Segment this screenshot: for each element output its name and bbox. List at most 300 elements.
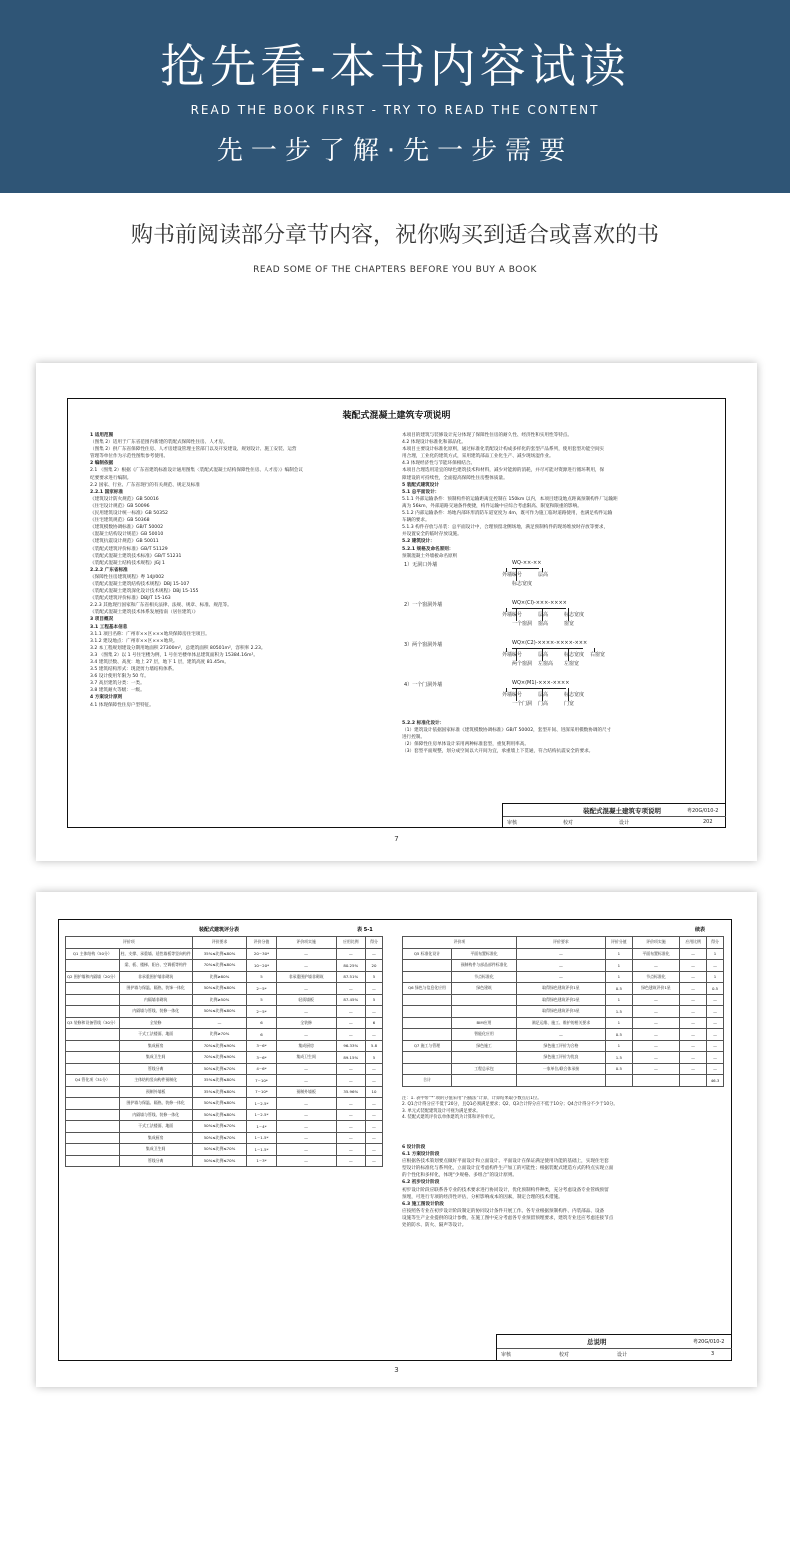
table-cell: 50%≤比例≤70% — [192, 1063, 247, 1075]
page2-table-no: 表 5-1 — [357, 927, 373, 933]
diagram-part-label: 层高 — [538, 611, 549, 618]
table-cell — [66, 1121, 120, 1133]
page2-role-check: 校对 — [559, 1352, 570, 1358]
page2-table-title: 装配式建筑评分表 — [199, 927, 240, 933]
table-cell — [403, 1006, 452, 1018]
page1-left-line: 3.5 建筑结构形式：现浇剪力墙结构体系。 — [90, 667, 177, 673]
diagram-leader — [568, 648, 569, 661]
table-cell: 35.96% — [336, 1086, 365, 1098]
page1-left-line: 《装配式混凝土建筑技术标准》GB/T 51231 — [90, 553, 182, 559]
table-cell: 预制外墙板 — [276, 1086, 336, 1098]
table-header-cell: 评价项 — [403, 937, 517, 949]
table-cell: — — [365, 1029, 382, 1041]
diagram-leader — [568, 688, 569, 701]
table-cell: 全装修 — [276, 1017, 336, 1029]
table-cell: — — [680, 1006, 707, 1018]
table-cell: 满足运维、施工、维护的相关要求 — [517, 1017, 606, 1029]
header-banner — [0, 0, 790, 193]
table-cell: — — [336, 1132, 365, 1144]
table-cell: 87.51% — [336, 971, 365, 983]
table-cell: 0.5 — [707, 983, 724, 995]
diagram-part-label: 外墙编号 — [502, 571, 523, 578]
page1-left-line: 3.4 建筑层数、高度：地上 27 层，地下 1 层，建筑高度 81.45m。 — [90, 660, 229, 665]
table-cell: 节点标准化 — [452, 971, 517, 983]
table-cell: 50%≤比例≤70% — [192, 1132, 247, 1144]
table-cell: 1.5 — [605, 1052, 632, 1064]
table-header-cell: 得分 — [707, 937, 724, 949]
table-cell: — — [707, 960, 724, 972]
table-cell: 0.5 — [605, 1029, 632, 1041]
diagram-label: 3）两个窗洞外墙 — [404, 641, 443, 648]
table-cell: 1 — [605, 1017, 632, 1029]
table-cell: 6 — [365, 1017, 382, 1029]
table-cell: — — [680, 1029, 707, 1041]
diagram-leader — [516, 568, 517, 581]
table-cell: 围护墙与保温、隔热、装修一体化 — [119, 1098, 192, 1110]
page1-left-line: 《装配式混凝土建筑深化设计技术规程》DBJ 15-155 — [90, 589, 199, 595]
table-cell: — — [365, 1121, 382, 1133]
table-cell: 6 — [247, 1017, 276, 1029]
table-row — [66, 1052, 383, 1064]
table-cell — [66, 1132, 120, 1144]
diagram-label: 2）一个窗洞外墙 — [404, 601, 443, 608]
table-cell: 46.3 — [707, 1075, 724, 1087]
page1-right-line: 5.2 建筑设计： — [402, 539, 435, 545]
page1-left-line: 2.1 （图集 2）根据《广东省建筑标准设计通用图集〈装配式混凝土结构保障性住房、人才房〉》编制会议 — [90, 468, 303, 474]
table-cell: 一家单位/联合体承接 — [517, 1063, 606, 1075]
page2-titleblock-name: 总说明 — [587, 1338, 607, 1346]
table-cell: — — [276, 1132, 336, 1144]
page1-left-line: 《装配式建筑评价标准》DBJ/T 15-163 — [90, 596, 171, 602]
diagram-part-label: 两个窗洞 — [512, 660, 533, 667]
table-cell: — — [632, 1063, 679, 1075]
table-cell: 全装修 — [119, 1017, 192, 1029]
table-cell: 工程总承包 — [452, 1063, 517, 1075]
table-cell: 平面布置标准化 — [632, 948, 679, 960]
table-cell: 10~20* — [247, 960, 276, 972]
table-cell: 50%≤比例≤70% — [192, 1155, 247, 1167]
diagram-leader — [506, 648, 507, 652]
table-cell: — — [680, 948, 707, 960]
page2-page-number: 3 — [394, 1366, 399, 1374]
page1-drawing-frame — [67, 398, 726, 828]
page1-right-line: 5.1.3 构件存放与吊装：总平面设计中，合理预留北侧场地，满足预制构件的现场堆放时存放等要求， — [402, 525, 609, 531]
table-row — [403, 1075, 724, 1087]
diagram-label: 4）一个门洞外墙 — [404, 681, 443, 688]
diagram-part-label: 层高 — [538, 571, 549, 578]
page2-notes — [402, 1096, 724, 1122]
page1-left-line: （图集 2）供广东省保障性住房、人才房建设管理主管部门以及开发建设、规划设计、施工安装、运营 — [90, 447, 297, 453]
page1-right-line: 4.3 体现经济性与节能环保相结合。 — [402, 461, 476, 467]
page1-left-line: 4 方案设计原则 — [90, 695, 123, 701]
table-cell: — — [680, 971, 707, 983]
table-header-cell: 评价要求 — [192, 937, 247, 949]
table-cell: — — [707, 1063, 724, 1075]
diagram-code: WQ×(M1)-×××-×××× — [512, 679, 570, 686]
table-cell: Q2 围护墙和内隔墙（20分） — [66, 971, 120, 983]
page1-left-line: 《装配式建筑评价标准》GB/T 51129 — [90, 546, 168, 552]
table-header-cell: 评价要求 — [517, 937, 606, 949]
page1-left-line: 《装配式混凝土建筑技术体系发展指南（居住建筑）》 — [90, 610, 198, 616]
table-cell: — — [632, 1040, 679, 1052]
table-cell — [66, 1109, 120, 1121]
table-cell: 绿色建筑 — [452, 983, 517, 995]
page2-continued: 续表 — [695, 927, 706, 933]
table-cell: — — [365, 983, 382, 995]
table-header-cell: 应用比例 — [680, 937, 707, 949]
table-cell: 集成卫生间 — [119, 1144, 192, 1156]
table-header-cell: 应用比例 — [336, 937, 365, 949]
table-cell: 1~3* — [247, 1155, 276, 1167]
table-cell — [66, 1006, 120, 1018]
table-cell: 1 — [605, 971, 632, 983]
table-cell: 50%≤比例≤80% — [192, 1098, 247, 1110]
table-cell: — — [680, 1052, 707, 1064]
page2-text-line: 预埋，可进行专项的经济性评估，分析影响成本的因素，制定合理的技术措施。 — [402, 1194, 563, 1200]
table-cell: 80.25% — [336, 960, 365, 972]
table-cell: 20~30* — [247, 948, 276, 960]
wall-naming-diagram — [402, 560, 720, 600]
table-cell: 管线分离 — [119, 1063, 192, 1075]
page1-right-line: 并设置安全的临时存放设施。 — [402, 532, 462, 538]
table-cell: 70%≤比例≤90% — [192, 1052, 247, 1064]
page1-left-line: 《住宅设计规范》GB 50096 — [90, 503, 150, 509]
table-cell: — — [276, 1098, 336, 1110]
table-cell: 50%≤比例≤80% — [192, 983, 247, 995]
page2-text-line: 型设计的标准化与系列化，立面设计宜考虑构件生产加工的可能性；根据装配式建造方式的特点实现立面 — [402, 1166, 614, 1172]
diagram-part-label: 门高 — [538, 700, 549, 707]
table-row — [66, 1098, 383, 1110]
diagram-leader — [516, 648, 517, 661]
page1-titleblock-name: 装配式混凝土建筑专项说明 — [583, 807, 661, 815]
wall-naming-diagram — [402, 600, 720, 640]
page2-drawing-frame — [58, 919, 732, 1361]
table-cell: 50%≤比例≤70% — [192, 1121, 247, 1133]
preview-page-2 — [36, 892, 757, 1387]
page1-left-line: 《保障性住房建筑规程》粤 14J/002 — [90, 574, 165, 580]
table-row — [403, 994, 724, 1006]
table-cell: 内隔墙非砌筑 — [119, 994, 192, 1006]
diagram-code: WQ-××-×× — [512, 559, 542, 566]
page1-right-line: 预制混凝土外墙板命名原则 — [402, 553, 458, 559]
page1-left-line: 《建筑模数协调标准》GB/T 50002 — [90, 525, 164, 531]
table-cell: — — [707, 1006, 724, 1018]
diagram-leader — [506, 688, 507, 692]
table-cell: — — [336, 1109, 365, 1121]
diagram-part-label: 外墙编号 — [502, 651, 523, 658]
table-cell: — — [680, 960, 707, 972]
table-cell: 1 — [605, 948, 632, 960]
page1-left-line: 《装配式混凝土建筑结构技术规程》DBJ 15-107 — [90, 581, 190, 587]
page1-left-line: 《住宅建筑规范》GB 50368 — [90, 518, 150, 524]
table-cell: — — [276, 1121, 336, 1133]
banner-slogan: 先一步了解·先一步需要 — [216, 136, 574, 166]
table-cell — [66, 1098, 120, 1110]
table-cell: — — [517, 960, 606, 972]
page1-right-line: 5.1 总平面设计： — [402, 489, 440, 495]
diagram-leader — [516, 608, 517, 621]
page1-left-line: 3.3 （图集 2）以 1 号住宅楼为例，1 号住宅楼单体总建筑面积为 15384.16m²。 — [90, 652, 258, 658]
table-cell — [66, 1063, 120, 1075]
diagram-leader — [542, 648, 543, 661]
table-cell: 89.15% — [336, 1052, 365, 1064]
page1-left-line: 《混凝土结构设计规范》GB 50010 — [90, 532, 164, 538]
diagram-underline — [512, 608, 566, 609]
table-cell — [403, 971, 452, 983]
table-cell: 取得绿色建筑评价1星 — [517, 983, 606, 995]
table-cell — [66, 1086, 120, 1098]
diagram-part-label: 窗高 — [538, 620, 549, 627]
table-cell: — — [632, 1029, 679, 1041]
page2-text-line: 应根据各技术策划要点做好平面设计和立面设计。平面设计在保证满足使用功能的基础上，实现住宅套 — [402, 1159, 609, 1165]
page2-text-line: 6 设计阶段 — [402, 1145, 426, 1150]
table-header-cell: 评价分值 — [605, 937, 632, 949]
page2-text-line: 6.1 方案设计阶段 — [402, 1152, 440, 1158]
diagram-part-label: 外墙编号 — [502, 691, 523, 698]
table-cell: 6 — [247, 1029, 276, 1041]
table-cell: 5.8 — [365, 1040, 382, 1052]
table-cell: — — [707, 1017, 724, 1029]
table-cell: 3~6* — [247, 1040, 276, 1052]
table-cell: 35%≤比例≤80% — [192, 948, 247, 960]
table-cell: 预制外墙板 — [119, 1086, 192, 1098]
table-header-cell: 得分 — [365, 937, 382, 949]
diagram-part-label: 左窗宽 — [564, 660, 580, 667]
table-cell: 取得绿色建筑评价2星 — [517, 994, 606, 1006]
page1-sheet-no: 202 — [703, 819, 713, 825]
table-cell: 1~2.5* — [247, 1098, 276, 1110]
diagram-part-label: 标志宽度 — [564, 691, 585, 698]
table-cell: Q7 施工与管理 — [403, 1040, 452, 1052]
page1-left-line: 《民用建筑设计统一标准》GB 50352 — [90, 511, 168, 517]
table-cell: 集成厨房 — [276, 1040, 336, 1052]
page1-left-line: 2.2.1 国家标准 — [90, 489, 124, 495]
table-note: 注：1. 表中带“*”项的分值采用“内插法”计算，计算结果取小数点后1位。 — [402, 1096, 542, 1101]
table-cell: — — [632, 1006, 679, 1018]
diagram-leader — [568, 608, 569, 621]
table-cell: 绿色施工评价为合格 — [517, 1040, 606, 1052]
table-row — [66, 1132, 383, 1144]
table-cell: 集成厨房 — [119, 1040, 192, 1052]
table-cell: 绿色建筑评价1星 — [632, 983, 679, 995]
page1-left-line: 《建筑设计防火规范》GB 50016 — [90, 496, 159, 502]
diagram-part-label: 标志宽度 — [564, 611, 585, 618]
table-note: 3. 单元式装配建筑设计可视为满足要求。 — [402, 1108, 481, 1114]
page1-right-line: （3）套型平面规整，划分成空间以大开间为宜，承重墙上下贯通，符合结构抗震安全的要求。 — [402, 749, 594, 755]
page1-left-line: 2.2 国家、行业、广东省现行的有关规范、规定及标准 — [90, 482, 200, 488]
table-row — [403, 1040, 724, 1052]
page1-right-line: （2）保障性住房单体设计采用两种标准套型，重复利用率高。 — [402, 741, 529, 747]
table-cell: 1 — [605, 1040, 632, 1052]
table-row — [66, 1017, 383, 1029]
table-cell: 集成厨房 — [119, 1132, 192, 1144]
table-cell — [403, 960, 452, 972]
diagram-part-label: 一个门洞 — [512, 700, 533, 707]
table-cell: 5 — [247, 971, 276, 983]
table-row — [66, 1006, 383, 1018]
table-row — [403, 1029, 724, 1041]
table-cell: 7~10* — [247, 1075, 276, 1087]
table-cell: — — [707, 1052, 724, 1064]
table-cell: 智能化应用 — [452, 1029, 517, 1041]
table-cell: 3~6* — [247, 1052, 276, 1064]
table-row — [403, 983, 724, 995]
table-cell: — — [707, 994, 724, 1006]
table-cell — [452, 994, 517, 1006]
page1-left-line: 3.8 建筑耐火等级：一级。 — [90, 688, 145, 694]
table-cell: 梁、板、楼梯、阳台、空调板等构件 — [119, 960, 192, 972]
table-cell: 1.5 — [605, 1006, 632, 1018]
table-cell — [452, 1052, 517, 1064]
table-cell: 1~2.5* — [247, 1109, 276, 1121]
table-cell: — — [365, 1075, 382, 1087]
table-cell — [66, 1052, 120, 1064]
diagram-part-label: 右窗宽 — [590, 651, 606, 658]
table-row — [66, 1040, 383, 1052]
table-cell: — — [276, 1109, 336, 1121]
table-cell: — — [336, 1006, 365, 1018]
page2-atlas-no: 粤20G/010-2 — [693, 1339, 725, 1345]
table-header-cell: 评价项 — [66, 937, 193, 949]
table-cell: — — [517, 971, 606, 983]
table-cell: 50%≤比例≤80% — [192, 1006, 247, 1018]
table-cell: 35%≤比例≤80% — [192, 1075, 247, 1087]
table-cell: — — [276, 960, 336, 972]
page2-text-line: 6.2 初步设计阶段 — [402, 1180, 440, 1186]
right-table-header-row — [403, 937, 724, 949]
table-cell: — — [632, 1017, 679, 1029]
table-cell: — — [276, 1075, 336, 1087]
page1-left-line: 管理等单位作为示范性图集参考使用。 — [90, 454, 169, 460]
page1-right-line: 5.1.2 内部运输条件：场地内部环形消防车道宽度为 4m，既可作为施工临时道路使用，也满足构件运输 — [402, 511, 613, 517]
table-cell: 比例≥70% — [192, 1029, 247, 1041]
page1-left-line: 3.2 本工程规划建设分期用地面积 27300m²，总建筑面积 80501m²，容积率 2.23。 — [90, 645, 266, 651]
page2-text-line: 设施等生产企业提供的设计参数，在施工图中充分考虑各专业预留预埋要求，建筑专业还应考虑连接节点 — [402, 1215, 614, 1221]
table-cell — [66, 983, 120, 995]
table-cell: — — [276, 983, 336, 995]
table-cell: 20 — [365, 960, 382, 972]
diagram-part-label: 标志宽度 — [512, 580, 533, 587]
table-cell: 2~5* — [247, 983, 276, 995]
table-cell: 内隔墙与管线、装修一体化 — [119, 1006, 192, 1018]
table-row — [66, 1063, 383, 1075]
page1-left-line: 3.1.1 项目名称：广州市××区×××地块保障房住宅项目。 — [90, 631, 210, 637]
table-cell: 比例≥50% — [192, 994, 247, 1006]
table-row — [66, 994, 383, 1006]
table-cell: 合计 — [403, 1075, 452, 1087]
table-row — [403, 960, 724, 972]
diagram-label: 1）无洞口外墙 — [404, 561, 438, 568]
table-row — [66, 960, 383, 972]
table-note: 4. 装配式建筑评价以单体建筑为计算和评价单元。 — [402, 1115, 498, 1121]
score-table-left — [65, 936, 383, 1167]
table-cell: 4~6* — [247, 1063, 276, 1075]
diagram-leader — [516, 688, 517, 701]
table-cell: — — [336, 1075, 365, 1087]
page1-right-line: 5.1.1 外部运输条件：预制构件的运输距离宜控制在 150km 以内，本项目建设地点距离预制构件厂运输距 — [402, 496, 618, 502]
intro-subline: READ SOME OF THE CHAPTERS BEFORE YOU BUY A BOOK — [253, 265, 537, 275]
table-header-cell: 评价分值 — [247, 937, 276, 949]
page1-left-line: 3.1 工程基本信息 — [90, 624, 128, 630]
table-cell: Q4 管化项（31分） — [66, 1075, 120, 1087]
page1-left-line: 3.7 高层建筑分类：一类。 — [90, 681, 145, 687]
table-cell: 1 — [605, 960, 632, 972]
table-cell: — — [632, 1052, 679, 1064]
page1-right-line: 进行控制。 — [402, 734, 425, 740]
table-cell: 2~5* — [247, 1006, 276, 1018]
table-cell: — — [336, 1155, 365, 1167]
table-cell: 节点标准化 — [632, 971, 679, 983]
page2-titleblock — [496, 1334, 732, 1361]
page1-page-number: 7 — [394, 835, 399, 843]
preview-page-1 — [36, 363, 757, 861]
diagram-part-label: 左窗高 — [538, 660, 554, 667]
page1-left-line: 纪要要求进行编制。 — [90, 475, 132, 481]
table-cell: 1 — [605, 994, 632, 1006]
table-cell: Q3 装修和设备管线（30分） — [66, 1017, 120, 1029]
page1-right-line: 用合理，工业化的建筑方式，采用建筑部品工业化生产、减少现场湿作业。 — [402, 454, 554, 460]
diagram-leader — [506, 608, 507, 612]
table-cell — [66, 1029, 120, 1041]
table-cell: 7~10* — [247, 1086, 276, 1098]
table-cell: 1 — [707, 948, 724, 960]
table-cell: Q6 绿色与信息化应用 — [403, 983, 452, 995]
table-cell: 96.33% — [336, 1040, 365, 1052]
table-cell — [66, 1155, 120, 1167]
table-row — [66, 1144, 383, 1156]
table-cell: — — [336, 1029, 365, 1041]
page1-left-line: 3.6 设计使用年限为 50 年。 — [90, 674, 149, 680]
page1-right-line: 障建设的可持续性，全面提高保障性住房整体质量。 — [402, 475, 508, 481]
table-row — [66, 1109, 383, 1121]
table-row — [66, 1086, 383, 1098]
table-cell: 取得绿色建筑评价3星 — [517, 1006, 606, 1018]
table-cell: 轻质墙板 — [276, 994, 336, 1006]
diagram-code: WQ×(CI)-×××-×××× — [512, 599, 567, 606]
table-row — [403, 948, 724, 960]
table-cell: — — [192, 1017, 247, 1029]
table-cell: 50%≤比例≤80% — [192, 1109, 247, 1121]
table-cell: 1~4* — [247, 1121, 276, 1133]
table-cell — [403, 1063, 452, 1075]
table-cell: — — [517, 1029, 606, 1041]
page2-role-review: 审核 — [501, 1352, 512, 1358]
table-cell: — — [365, 1098, 382, 1110]
table-cell: — — [276, 1144, 336, 1156]
page2-text-line: 的个性化和多样化，体现“少规格、多组合”的设计原则。 — [402, 1173, 518, 1179]
page1-right-line: 5 装配式建筑设计 — [402, 482, 439, 488]
table-cell — [403, 1017, 452, 1029]
table-cell: 1 — [707, 971, 724, 983]
table-cell: 5 — [365, 994, 382, 1006]
table-cell: — — [276, 1006, 336, 1018]
diagram-part-label: 门宽 — [564, 700, 575, 707]
page1-left-line: 《装配式混凝土结构技术规程》JGJ 1 — [90, 560, 165, 566]
page2-role-design: 设计 — [617, 1352, 628, 1358]
table-cell: — — [707, 1029, 724, 1041]
page1-role-review: 审核 — [507, 820, 518, 826]
table-row — [66, 971, 383, 983]
page1-left-line: 《建筑抗震设计规范》GB 50011 — [90, 539, 159, 545]
table-row — [403, 1006, 724, 1018]
table-cell: 平面布置标准化 — [452, 948, 517, 960]
table-cell: — — [680, 1017, 707, 1029]
table-cell: 预制构件与部品部件标准化 — [452, 960, 517, 972]
table-cell: 0.5 — [605, 1063, 632, 1075]
table-cell: 5 — [365, 971, 382, 983]
table-cell: — — [336, 948, 365, 960]
page1-right-line: （1）建筑设计依据国家标准《建筑模数协调标准》GB/T 50002，套型开间、进深采用模数协调的尺寸 — [402, 727, 612, 733]
